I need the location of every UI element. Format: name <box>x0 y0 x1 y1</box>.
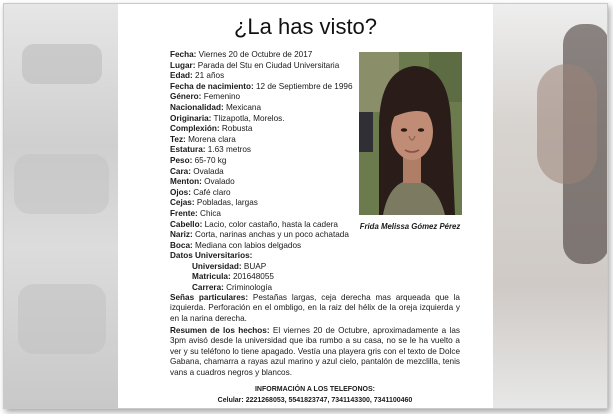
field-value: Ovalado <box>204 177 235 187</box>
field-label: Datos Universitarios: <box>170 251 253 261</box>
field-label: Nacionalidad: <box>170 102 224 112</box>
field-label: Lugar: <box>170 60 196 70</box>
field-label: Cabello: <box>170 219 203 229</box>
field-label: Matricula: <box>192 272 231 282</box>
field-value: Criminología <box>226 283 273 293</box>
field-label: Género: <box>170 92 202 102</box>
field-label: Frente: <box>170 208 198 218</box>
resumen-hechos <box>170 326 460 378</box>
resumen-label: Resumen de los hechos: <box>170 326 270 335</box>
missing-person-poster <box>118 4 493 409</box>
field-value: 21 años <box>195 71 225 81</box>
contact-info <box>170 384 460 406</box>
field-value: Tlizapotla, Morelos. <box>213 113 285 123</box>
field-label: Complexión: <box>170 124 220 134</box>
field-value: BUAP <box>243 261 267 271</box>
field-label: Cara: <box>170 166 191 176</box>
contact-line <box>170 395 460 406</box>
field-value: Mexicana <box>225 102 262 112</box>
field-label: Boca: <box>170 240 193 250</box>
field-value: 1.63 metros <box>207 145 252 155</box>
blurred-background-right <box>493 4 608 409</box>
field-label: Estatura: <box>170 145 206 155</box>
field-label: Universidad: <box>192 261 242 271</box>
field-value: Lacio, color castaño, hasta la cadera <box>204 219 338 229</box>
field-value: 201648055 <box>232 272 274 282</box>
poster-frame <box>3 3 608 409</box>
field-value: 12 de Septiembre de 1996 <box>256 81 353 91</box>
poster-title: ¿La has visto? <box>233 14 378 39</box>
contact-label: Celular: <box>217 397 244 404</box>
contact-heading: INFORMACIÓN A LOS TELEFONOS: <box>254 386 376 393</box>
field-label: Tez: <box>170 134 186 144</box>
phone-numbers: 2221268053, 5541823747, 7341143300, 7341100460 <box>245 397 413 404</box>
field-value: Femenino <box>203 92 241 102</box>
field-label: Edad: <box>170 71 193 81</box>
field-value: Corta, narinas anchas y un poco achatada <box>195 230 349 240</box>
field-row <box>170 262 460 273</box>
field-value: 65-70 kg <box>194 155 227 165</box>
field-label: Fecha de nacimiento: <box>170 81 254 91</box>
field-value: Pobladas, largas <box>196 198 258 208</box>
field-value: Morena clara <box>188 134 236 144</box>
field-label: Nariz: <box>170 230 193 240</box>
field-label: Menton: <box>170 177 202 187</box>
photo-caption: Frida Melissa Gómez Pérez <box>359 222 461 231</box>
field-value: Robusta <box>221 124 253 134</box>
field-row <box>170 241 460 252</box>
field-value: Viernes 20 de Octubre de 2017 <box>198 50 313 59</box>
blurred-background-left <box>4 4 118 409</box>
field-row <box>170 251 460 262</box>
resumen-text: El viernes 20 de Octubre, aproximadamente a las 3pm avisó desde la universidad que iba rumbo a su casa, no se le ha vuelto a ver y su teléfono lo tiene apagado. Vestía una playera gris con el texto de Dolce Gabana, chamarra a rayas azul marino y azul cielo, pantalón de mezclilla, tenis vans a cuadros negros y blancos. <box>170 326 460 377</box>
field-value: Ovalada <box>193 166 224 176</box>
senas-particulares <box>170 293 460 324</box>
field-value: Café claro <box>193 187 231 197</box>
field-row <box>170 230 460 241</box>
field-value: Chica <box>200 208 221 218</box>
field-row <box>170 272 460 283</box>
field-label: Originaria: <box>170 113 212 123</box>
senas-text: Pestañas largas, ceja derecha mas arqueada que la izquierda. Perforación en el ombligo, en la raiz del hélix de la oreja izquierda y en la narina derecha. <box>170 293 460 323</box>
field-label: Ojos: <box>170 187 191 197</box>
field-label: Peso: <box>170 155 193 165</box>
field-value: Mediana con labios delgados <box>195 240 302 250</box>
senas-label: Señas particulares: <box>170 293 249 302</box>
field-label: Cejas: <box>170 198 195 208</box>
field-value: Parada del Stu en Ciudad Universitaria <box>197 60 340 70</box>
missing-person-photo <box>359 52 462 215</box>
field-label: Fecha: <box>170 50 197 59</box>
portrait-image <box>359 52 462 215</box>
field-label: Carrera: <box>192 283 224 293</box>
